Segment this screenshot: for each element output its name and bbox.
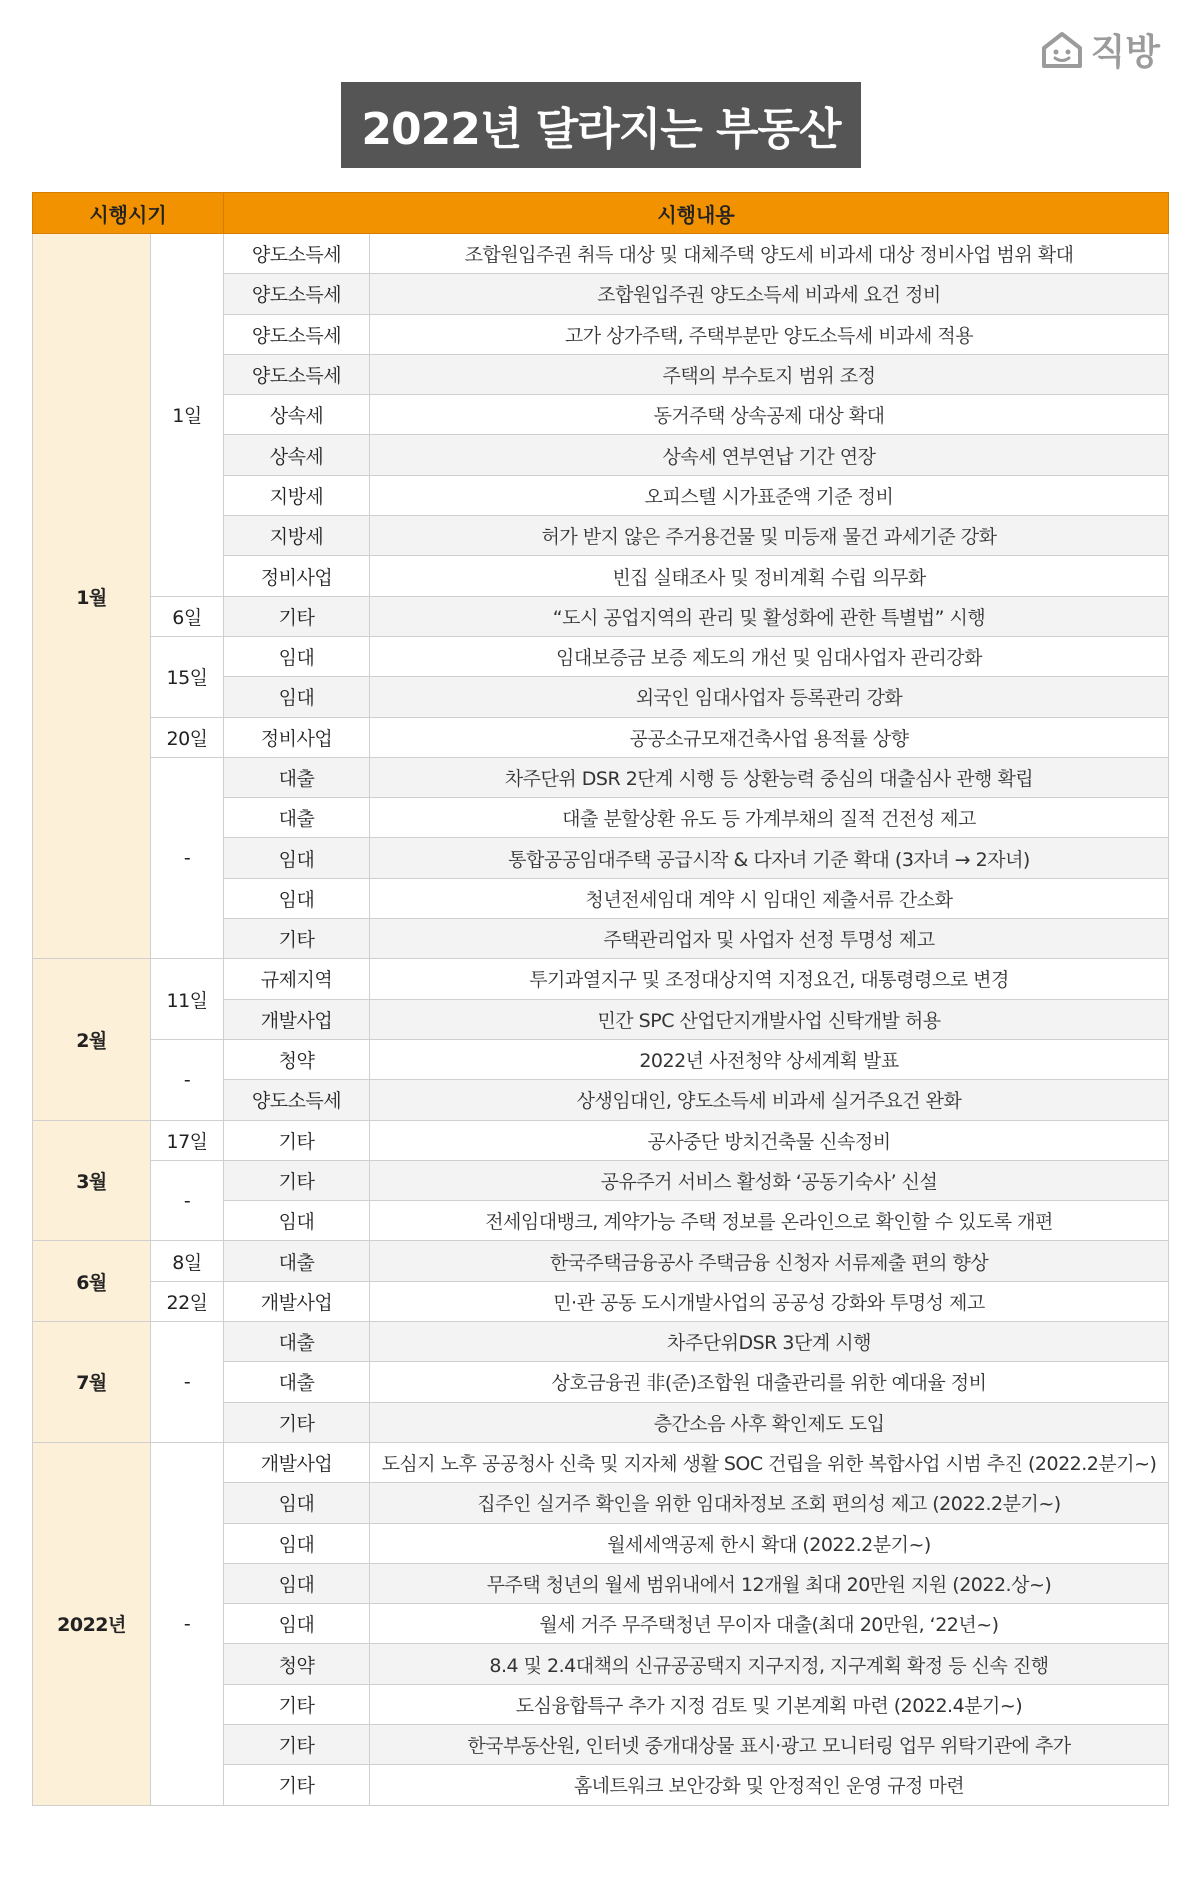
table-row — [33, 1120, 1169, 1160]
description-cell: 조합원입주권 양도소득세 비과세 요건 정비 — [370, 274, 1169, 314]
category-cell: 대출 — [224, 757, 370, 797]
category-cell: 상속세 — [224, 395, 370, 435]
description-cell: 조합원입주권 취득 대상 및 대체주택 양도세 비과세 대상 정비사업 범위 확대 — [370, 234, 1169, 274]
schedule-table — [32, 192, 1169, 1806]
description-cell: 임대보증금 보증 제도의 개선 및 임대사업자 관리강화 — [370, 636, 1169, 676]
category-cell: 양도소득세 — [224, 234, 370, 274]
category-cell: 개발사업 — [224, 1442, 370, 1482]
category-cell: 기타 — [224, 1684, 370, 1724]
category-cell: 기타 — [224, 1160, 370, 1200]
table-row — [33, 596, 1169, 636]
description-cell: 청년전세임대 계약 시 임대인 제출서류 간소화 — [370, 878, 1169, 918]
table-row — [33, 1160, 1169, 1200]
category-cell: 지방세 — [224, 516, 370, 556]
description-cell: 상생임대인, 양도소득세 비과세 실거주요건 완화 — [370, 1080, 1169, 1120]
table-row — [33, 234, 1169, 274]
description-cell: 고가 상가주택, 주택부분만 양도소득세 비과세 적용 — [370, 314, 1169, 354]
category-cell: 임대 — [224, 1201, 370, 1241]
description-cell: 오피스텔 시가표준액 기준 정비 — [370, 475, 1169, 515]
category-cell: 임대 — [224, 838, 370, 878]
day-cell: - — [151, 757, 224, 958]
page-title: 2022년 달라지는 부동산 — [341, 82, 861, 168]
description-cell: 도심융합특구 추가 지정 검토 및 기본계획 마련 (2022.4분기~) — [370, 1684, 1169, 1724]
description-cell: 차주단위DSR 3단계 시행 — [370, 1322, 1169, 1362]
category-cell: 양도소득세 — [224, 354, 370, 394]
description-cell: 공공소규모재건축사업 용적률 상향 — [370, 717, 1169, 757]
day-cell: - — [151, 1322, 224, 1443]
description-cell: 한국부동산원, 인터넷 중개대상물 표시·광고 모니터링 업무 위탁기관에 추가 — [370, 1724, 1169, 1764]
month-cell: 7월 — [33, 1322, 151, 1443]
brand-logo — [1040, 24, 1160, 75]
description-cell: 집주인 실거주 확인을 위한 임대차정보 조회 편의성 제고 (2022.2분기~) — [370, 1483, 1169, 1523]
table-body — [33, 234, 1169, 1806]
category-cell: 대출 — [224, 798, 370, 838]
description-cell: 8.4 및 2.4대책의 신규공공택지 지구지정, 지구계획 확정 등 신속 진행 — [370, 1644, 1169, 1684]
category-cell: 임대 — [224, 1604, 370, 1644]
description-cell: 2022년 사전청약 상세계획 발표 — [370, 1039, 1169, 1079]
description-cell: 허가 받지 않은 주거용건물 및 미등재 물건 과세기준 강화 — [370, 516, 1169, 556]
category-cell: 양도소득세 — [224, 1080, 370, 1120]
category-cell: 정비사업 — [224, 717, 370, 757]
description-cell: 월세 거주 무주택청년 무이자 대출(최대 20만원, ‘22년~) — [370, 1604, 1169, 1644]
description-cell: 주택관리업자 및 사업자 선정 투명성 제고 — [370, 919, 1169, 959]
category-cell: 임대 — [224, 1483, 370, 1523]
header-period: 시행시기 — [33, 193, 224, 234]
category-cell: 임대 — [224, 1523, 370, 1563]
description-cell: 투기과열지구 및 조정대상지역 지정요건, 대통령령으로 변경 — [370, 959, 1169, 999]
category-cell: 기타 — [224, 596, 370, 636]
category-cell: 대출 — [224, 1322, 370, 1362]
day-cell: - — [151, 1160, 224, 1241]
month-cell: 6월 — [33, 1241, 151, 1322]
category-cell: 개발사업 — [224, 1281, 370, 1321]
category-cell: 기타 — [224, 1402, 370, 1442]
category-cell: 청약 — [224, 1644, 370, 1684]
description-cell: 빈집 실태조사 및 정비계획 수립 의무화 — [370, 556, 1169, 596]
description-cell: 상호금융권 非(준)조합원 대출관리를 위한 예대율 정비 — [370, 1362, 1169, 1402]
description-cell: 민·관 공동 도시개발사업의 공공성 강화와 투명성 제고 — [370, 1281, 1169, 1321]
description-cell: 전세임대뱅크, 계약가능 주택 정보를 온라인으로 확인할 수 있도록 개편 — [370, 1201, 1169, 1241]
category-cell: 임대 — [224, 677, 370, 717]
description-cell: 민간 SPC 산업단지개발사업 신탁개발 허용 — [370, 999, 1169, 1039]
description-cell: 홈네트워크 보안강화 및 안정적인 운영 규정 마련 — [370, 1765, 1169, 1805]
description-cell: 상속세 연부연납 기간 연장 — [370, 435, 1169, 475]
description-cell: 층간소음 사후 확인제도 도입 — [370, 1402, 1169, 1442]
day-cell: 17일 — [151, 1120, 224, 1160]
day-cell: - — [151, 1039, 224, 1120]
description-cell: 통합공공임대주택 공급시작 & 다자녀 기준 확대 (3자녀 → 2자녀) — [370, 838, 1169, 878]
brand-name: 직방 — [1090, 32, 1160, 73]
category-cell: 기타 — [224, 1120, 370, 1160]
table-row — [33, 1281, 1169, 1321]
category-cell: 대출 — [224, 1362, 370, 1402]
category-cell: 대출 — [224, 1241, 370, 1281]
month-cell: 1월 — [33, 234, 151, 959]
category-cell: 임대 — [224, 636, 370, 676]
description-cell: 주택의 부수토지 범위 조정 — [370, 354, 1169, 394]
category-cell: 기타 — [224, 1724, 370, 1764]
description-cell: 한국주택금융공사 주택금융 신청자 서류제출 편의 향상 — [370, 1241, 1169, 1281]
table-row — [33, 1241, 1169, 1281]
day-cell: 20일 — [151, 717, 224, 757]
table-row — [33, 636, 1169, 676]
table-row — [33, 757, 1169, 797]
table-row — [33, 959, 1169, 999]
category-cell: 기타 — [224, 919, 370, 959]
category-cell: 임대 — [224, 1563, 370, 1603]
header-content: 시행내용 — [224, 193, 1169, 234]
description-cell: 공유주거 서비스 활성화 ‘공동기숙사’ 신설 — [370, 1160, 1169, 1200]
day-cell: 8일 — [151, 1241, 224, 1281]
description-cell: 외국인 임대사업자 등록관리 강화 — [370, 677, 1169, 717]
table-row — [33, 1442, 1169, 1482]
table-row — [33, 1039, 1169, 1079]
description-cell: 월세세액공제 한시 확대 (2022.2분기~) — [370, 1523, 1169, 1563]
month-cell: 2월 — [33, 959, 151, 1120]
description-cell: 공사중단 방치건축물 신속정비 — [370, 1120, 1169, 1160]
category-cell: 기타 — [224, 1765, 370, 1805]
day-cell: 6일 — [151, 596, 224, 636]
description-cell: 대출 분할상환 유도 등 가계부채의 질적 건전성 제고 — [370, 798, 1169, 838]
month-cell: 3월 — [33, 1120, 151, 1241]
category-cell: 양도소득세 — [224, 274, 370, 314]
day-cell: - — [151, 1442, 224, 1805]
category-cell: 지방세 — [224, 475, 370, 515]
category-cell: 상속세 — [224, 435, 370, 475]
category-cell: 임대 — [224, 878, 370, 918]
table-row — [33, 717, 1169, 757]
day-cell: 22일 — [151, 1281, 224, 1321]
description-cell: 동거주택 상속공제 대상 확대 — [370, 395, 1169, 435]
description-cell: “도시 공업지역의 관리 및 활성화에 관한 특별법” 시행 — [370, 596, 1169, 636]
house-icon — [1040, 30, 1084, 70]
day-cell: 11일 — [151, 959, 224, 1040]
month-cell: 2022년 — [33, 1442, 151, 1805]
description-cell: 도심지 노후 공공청사 신축 및 지자체 생활 SOC 건립을 위한 복합사업 시범 추진 (2022.2분기~) — [370, 1442, 1169, 1482]
description-cell: 차주단위 DSR 2단계 시행 등 상환능력 중심의 대출심사 관행 확립 — [370, 757, 1169, 797]
day-cell: 1일 — [151, 234, 224, 597]
description-cell: 무주택 청년의 월세 범위내에서 12개월 최대 20만원 지원 (2022.상~) — [370, 1563, 1169, 1603]
category-cell: 청약 — [224, 1039, 370, 1079]
table-row — [33, 1322, 1169, 1362]
category-cell: 정비사업 — [224, 556, 370, 596]
category-cell: 규제지역 — [224, 959, 370, 999]
table-header-row — [33, 193, 1169, 234]
category-cell: 개발사업 — [224, 999, 370, 1039]
category-cell: 양도소득세 — [224, 314, 370, 354]
day-cell: 15일 — [151, 636, 224, 717]
